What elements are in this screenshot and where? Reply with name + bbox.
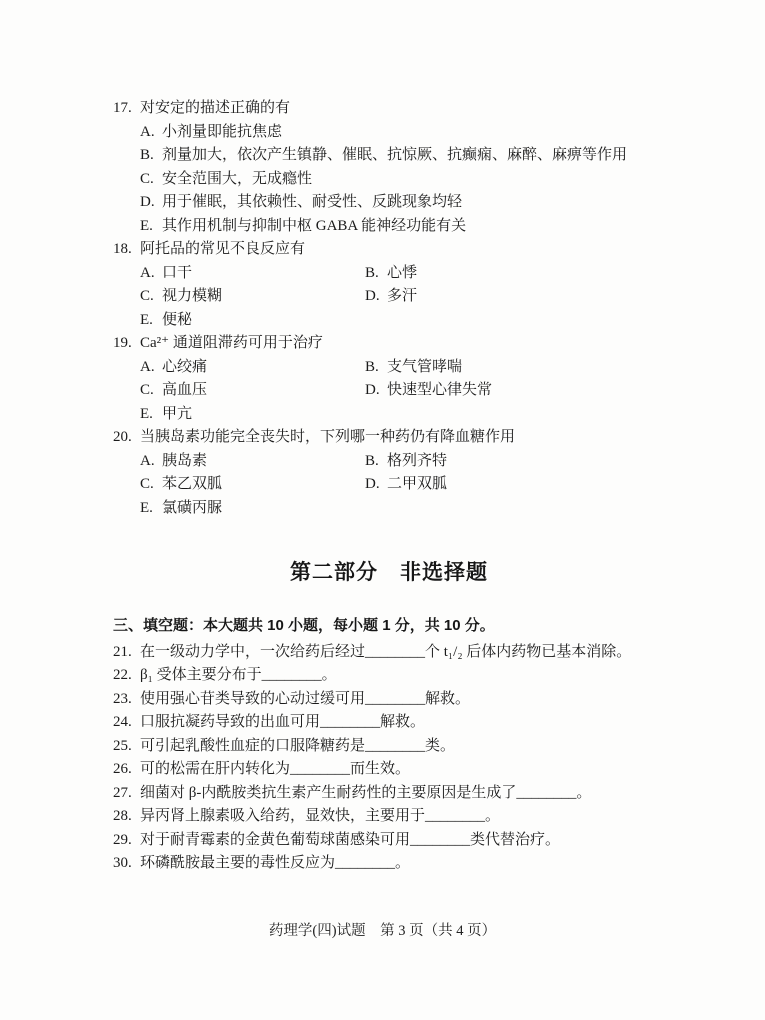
question-17-options <box>113 121 665 239</box>
option-text: 多汗 <box>387 288 418 304</box>
option-label: A. <box>140 358 155 375</box>
option-19-a <box>140 356 365 380</box>
fill-item-23 <box>113 688 665 712</box>
page-footer: 药理学(四)试题 第 3 页（共 4 页） <box>268 923 497 939</box>
option-19-d <box>365 379 665 403</box>
question-18-options <box>113 262 665 333</box>
question-number: 26. <box>113 761 132 777</box>
option-text: 格列齐特 <box>387 452 448 469</box>
option-text: 苯乙双胍 <box>162 476 223 492</box>
question-number: 22. <box>113 667 132 683</box>
option-18-e <box>140 309 365 333</box>
fill-item-text: 可引起乳酸性血症的口服降糖药是________类。 <box>140 737 456 754</box>
option-text: 剂量加大，依次产生镇静、催眠、抗惊厥、抗癫痫、麻醉、麻痹等作用 <box>162 147 628 163</box>
question-19-options <box>113 356 665 427</box>
exam-content <box>113 97 665 876</box>
option-20-e <box>140 497 365 521</box>
part2-heading: 第二部分 非选择题 <box>290 561 488 584</box>
option-text: 支气管哮喘 <box>387 358 463 375</box>
option-18-a <box>140 262 365 286</box>
option-text: 心绞痛 <box>162 358 208 375</box>
question-number: 24. <box>113 714 132 730</box>
question-20 <box>113 426 665 520</box>
question-19-stem-line <box>113 332 665 356</box>
option-label: B. <box>365 264 379 281</box>
fill-item-text: 使用强心苷类导致的心动过缓可用________解救。 <box>140 690 471 707</box>
question-18-stem-line <box>113 238 665 262</box>
question-number: 27. <box>113 784 132 801</box>
question-17 <box>113 97 665 238</box>
option-label: C. <box>140 170 154 187</box>
fill-item-text: 环磷酰胺最主要的毒性反应为________。 <box>140 855 411 871</box>
question-number: 20. <box>113 429 132 445</box>
question-18 <box>113 238 665 332</box>
option-19-c <box>140 379 365 403</box>
fill-item-30 <box>113 852 665 876</box>
option-label: D. <box>365 382 380 398</box>
option-label: D. <box>365 288 380 304</box>
fill-item-text: 对于耐青霉素的金黄色葡萄球菌感染可用________类代替治疗。 <box>140 831 561 848</box>
option-label: E. <box>140 499 153 516</box>
option-20-d <box>365 473 665 497</box>
fill-item-26 <box>113 758 665 782</box>
option-20-a <box>140 450 365 474</box>
option-text: 快速型心律失常 <box>387 382 493 398</box>
option-label: D. <box>365 476 380 492</box>
option-label: C. <box>140 288 154 304</box>
fill-in-section-intro: 三、填空题：本大题共 10 小题，每小题 1 分，共 10 分。 <box>113 617 495 634</box>
option-text: 高血压 <box>162 382 208 398</box>
fill-item-24 <box>113 711 665 735</box>
question-number: 30. <box>113 855 132 871</box>
option-20-b <box>365 450 665 474</box>
option-text: 心悸 <box>387 264 418 281</box>
question-number: 29. <box>113 831 132 848</box>
option-17-e <box>140 215 665 239</box>
option-text: 其作用机制与抑制中枢 GABA 能神经功能有关 <box>162 217 467 234</box>
question-stem: 阿托品的常见不良反应有 <box>140 241 306 257</box>
option-label: E. <box>140 405 153 422</box>
fill-item-text: β₁ 受体主要分布于________。 <box>140 667 337 683</box>
question-number: 23. <box>113 690 132 707</box>
question-stem: 当胰岛素功能完全丧失时，下列哪一种药仍有降血糖作用 <box>140 429 516 445</box>
question-stem: Ca²⁺ 通道阻滞药可用于治疗 <box>140 335 323 351</box>
option-label: E. <box>140 311 153 328</box>
option-19-b <box>365 356 665 380</box>
option-label: A. <box>140 452 155 469</box>
option-text: 氯磺丙脲 <box>162 499 223 516</box>
option-text: 胰岛素 <box>162 452 208 469</box>
option-text: 小剂量即能抗焦虑 <box>162 123 283 140</box>
option-text: 二甲双胍 <box>387 476 448 492</box>
fill-in-items <box>113 641 665 876</box>
fill-item-text: 可的松需在肝内转化为________而生效。 <box>140 761 411 777</box>
option-18-d <box>365 285 665 309</box>
question-number: 17. <box>113 100 132 116</box>
fill-item-28 <box>113 805 665 829</box>
option-label: B. <box>365 358 379 375</box>
option-19-e <box>140 403 365 427</box>
option-label: D. <box>140 194 155 210</box>
option-label: A. <box>140 123 155 140</box>
option-label: A. <box>140 264 155 281</box>
option-label: C. <box>140 476 154 492</box>
option-label: C. <box>140 382 154 398</box>
option-text: 安全范围大，无成瘾性 <box>162 170 313 187</box>
question-19 <box>113 332 665 426</box>
option-text: 便秘 <box>162 311 193 328</box>
fill-item-text: 在一级动力学中，一次给药后经过________个 t₁/₂ 后体内药物已基本消除。 <box>140 643 632 660</box>
option-label: B. <box>140 147 154 163</box>
fill-item-22 <box>113 664 665 688</box>
option-text: 视力模糊 <box>162 288 223 304</box>
fill-item-text: 细菌对 β-内酰胺类抗生素产生耐药性的主要原因是生成了________。 <box>140 784 592 801</box>
question-17-stem-line <box>113 97 665 121</box>
option-17-a <box>140 121 665 145</box>
fill-item-text: 异丙肾上腺素吸入给药，显效快，主要用于________。 <box>140 808 501 824</box>
fill-item-21 <box>113 641 665 665</box>
option-17-c <box>140 168 665 192</box>
fill-item-text: 口服抗凝药导致的出血可用________解救。 <box>140 714 426 730</box>
option-17-b <box>140 144 665 168</box>
question-number: 18. <box>113 241 132 257</box>
question-20-options <box>113 450 665 521</box>
fill-item-25 <box>113 735 665 759</box>
fill-item-27 <box>113 782 665 806</box>
option-text: 甲亢 <box>162 405 193 422</box>
question-number: 28. <box>113 808 132 824</box>
option-20-c <box>140 473 365 497</box>
question-number: 21. <box>113 643 132 660</box>
fill-item-29 <box>113 829 665 853</box>
question-number: 19. <box>113 335 132 351</box>
option-18-b <box>365 262 665 286</box>
question-number: 25. <box>113 737 132 754</box>
option-text: 用于催眠，其依赖性、耐受性、反跳现象均轻 <box>162 194 463 210</box>
option-18-c <box>140 285 365 309</box>
option-text: 口干 <box>162 264 193 281</box>
question-stem: 对安定的描述正确的有 <box>140 100 291 116</box>
option-label: E. <box>140 217 153 234</box>
option-label: B. <box>365 452 379 469</box>
option-17-d <box>140 191 665 215</box>
question-20-stem-line <box>113 426 665 450</box>
